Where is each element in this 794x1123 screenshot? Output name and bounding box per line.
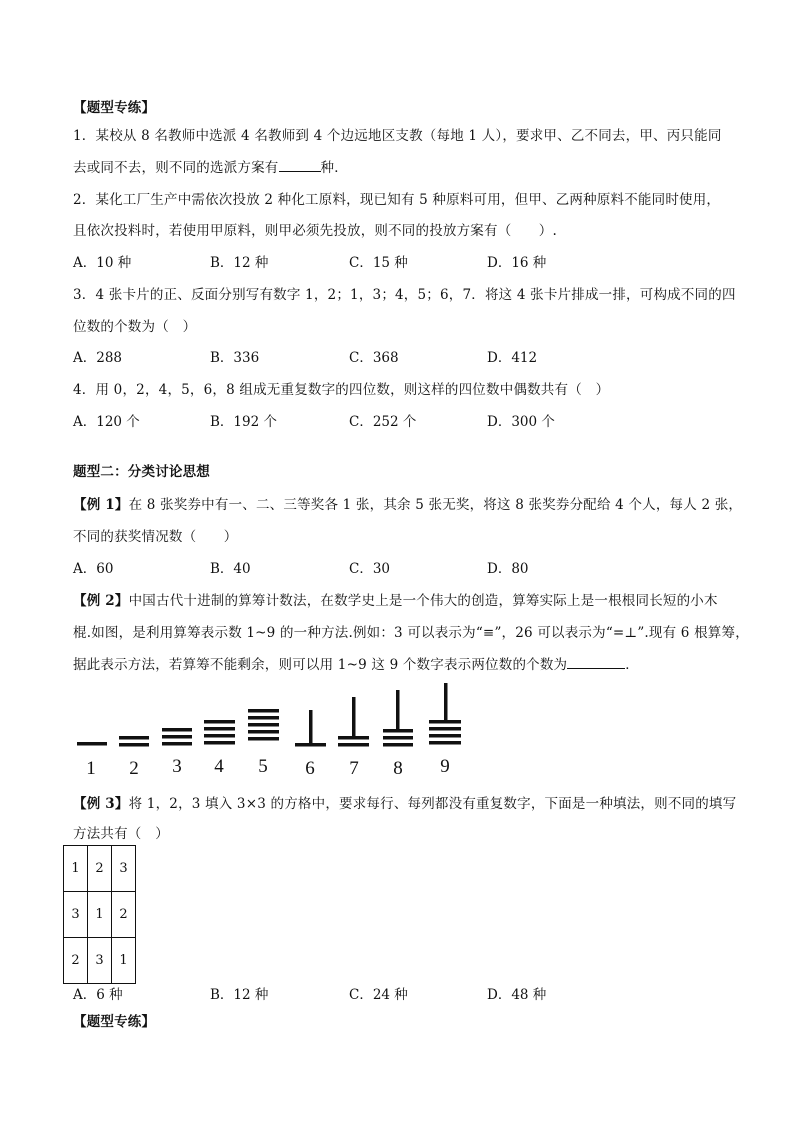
rod-horizontal bbox=[338, 736, 369, 740]
grid-cell: 1 bbox=[64, 846, 88, 892]
rod-horizontal bbox=[204, 727, 235, 731]
rod-vertical bbox=[396, 690, 400, 730]
counting-rods-figure bbox=[70, 680, 490, 780]
rod-vertical bbox=[309, 710, 313, 744]
problem-3-line-1: 3．4 张卡片的正、反面分别写有数字 1，2；1，3；4，5；6，7．将这 4 张卡片排成一排，可构成不同的四 bbox=[73, 287, 736, 303]
grid-cell: 3 bbox=[112, 846, 136, 892]
choice-c[interactable]: C．252 个 bbox=[349, 414, 417, 430]
grid-cell: 2 bbox=[88, 846, 112, 892]
rod-vertical bbox=[352, 697, 356, 737]
rod-horizontal bbox=[162, 742, 192, 746]
choice-b[interactable]: B．12 种 bbox=[210, 255, 269, 271]
answer-blank[interactable] bbox=[279, 158, 321, 172]
number-grid bbox=[63, 845, 136, 984]
rod-horizontal bbox=[429, 727, 461, 731]
choice-b[interactable]: B．12 种 bbox=[210, 987, 269, 1003]
rod-label: 1 bbox=[86, 758, 96, 779]
problem-4-line-1: 4．用 0，2，4，5，6，8 组成无重复数字的四位数，则这样的四位数中偶数共有（ ） bbox=[73, 382, 610, 398]
example-2-line-3 bbox=[73, 653, 639, 673]
rod-horizontal bbox=[295, 743, 326, 747]
example-2-line-2: 棍.如图，是利用算筹表示数 1~9 的一种方法.例如：3 可以表示为“≡”，26 可以表示为“=⊥”.现有 6 根算筹， bbox=[73, 625, 749, 641]
answer-blank[interactable] bbox=[567, 655, 625, 669]
choice-b[interactable]: B．336 bbox=[210, 350, 260, 366]
grid-row bbox=[64, 846, 136, 892]
choice-b[interactable]: B．40 bbox=[210, 561, 251, 577]
rod-horizontal bbox=[338, 743, 369, 747]
rod-horizontal bbox=[383, 729, 413, 733]
rod-horizontal bbox=[204, 734, 235, 738]
choice-a[interactable]: A．120 个 bbox=[73, 414, 140, 430]
example-1-text: 在 8 张奖券中有一、二、三等奖各 1 张，其余 5 张无奖，将这 8 张奖券分配给 4 个人，每人 2 张， bbox=[128, 497, 743, 513]
rod-label: 3 bbox=[172, 756, 182, 777]
choice-a[interactable]: A．10 种 bbox=[73, 255, 132, 271]
choice-d[interactable]: D．300 个 bbox=[487, 414, 555, 430]
example-3-tag: 【例 3】 bbox=[73, 796, 129, 812]
rod-label: 6 bbox=[305, 758, 315, 779]
problem-3-line-2: 位数的个数为（ ） bbox=[73, 319, 197, 335]
grid-cell: 3 bbox=[64, 892, 88, 938]
section-heading-type-2: 题型二：分类讨论思想 bbox=[73, 464, 210, 480]
choice-c[interactable]: C．15 种 bbox=[349, 255, 408, 271]
choice-a[interactable]: A．288 bbox=[73, 350, 123, 366]
rod-horizontal bbox=[383, 736, 413, 740]
problem-1-line-2 bbox=[73, 156, 348, 176]
rod-horizontal bbox=[204, 741, 235, 745]
grid-cell: 1 bbox=[112, 938, 136, 984]
section-heading-practice: 【题型专练】 bbox=[73, 1014, 156, 1030]
rod-label: 2 bbox=[129, 758, 139, 779]
example-2-suffix: ． bbox=[625, 657, 639, 673]
problem-1-text: 去或同不去，则不同的选派方案有 bbox=[73, 160, 279, 176]
example-2-text: 据此表示方法，若算筹不能剩余，则可以用 1~9 这 9 个数字表示两位数的个数为 bbox=[73, 657, 568, 673]
section-heading-practice: 【题型专练】 bbox=[73, 100, 156, 116]
example-3-text: 将 1，2，3 填入 3×3 的方格中，要求每行、每列都没有重复数字，下面是一种填法，则不同的填写 bbox=[128, 796, 737, 812]
example-1-line-1 bbox=[73, 493, 742, 513]
rod-horizontal bbox=[119, 736, 149, 740]
example-1-tag: 【例 1】 bbox=[73, 497, 129, 513]
grid-cell: 2 bbox=[112, 892, 136, 938]
choice-a[interactable]: A．60 bbox=[73, 561, 114, 577]
rod-horizontal bbox=[248, 723, 279, 727]
rod-label: 5 bbox=[258, 756, 268, 777]
rod-label: 7 bbox=[349, 758, 359, 779]
grid-row bbox=[64, 892, 136, 938]
grid-cell: 2 bbox=[64, 938, 88, 984]
rod-horizontal bbox=[429, 741, 461, 745]
grid-cell: 1 bbox=[88, 892, 112, 938]
choice-d[interactable]: D．48 种 bbox=[487, 987, 547, 1003]
choice-a[interactable]: A．6 种 bbox=[73, 987, 123, 1003]
rod-horizontal bbox=[429, 720, 461, 724]
choice-c[interactable]: C．24 种 bbox=[349, 987, 408, 1003]
problem-1-suffix: 种． bbox=[320, 160, 348, 176]
example-2-line-1 bbox=[73, 589, 718, 609]
rod-label: 8 bbox=[393, 758, 403, 779]
choice-c[interactable]: C．30 bbox=[349, 561, 391, 577]
rod-horizontal bbox=[162, 728, 192, 732]
rod-horizontal bbox=[162, 735, 192, 739]
choice-c[interactable]: C．368 bbox=[349, 350, 399, 366]
rod-horizontal bbox=[204, 720, 235, 724]
choice-d[interactable]: D．16 种 bbox=[487, 255, 547, 271]
example-1-line-2: 不同的获奖情况数（ ） bbox=[73, 529, 238, 545]
choice-b[interactable]: B．192 个 bbox=[210, 414, 277, 430]
rod-label: 4 bbox=[214, 756, 224, 777]
rod-horizontal bbox=[77, 742, 107, 746]
rod-horizontal bbox=[383, 743, 413, 747]
problem-2-line-2: 且依次投料时，若使用甲原料，则甲必须先投放，则不同的投放方案有（ ）. bbox=[73, 223, 557, 239]
choice-d[interactable]: D．80 bbox=[487, 561, 529, 577]
rod-horizontal bbox=[248, 716, 279, 720]
rod-horizontal bbox=[248, 730, 279, 734]
grid-row bbox=[64, 938, 136, 984]
problem-1-line-1: 1．某校从 8 名教师中选派 4 名教师到 4 个边远地区支教（每地 1 人），要求甲、乙不同去，甲、丙只能同 bbox=[73, 128, 722, 144]
example-3-line-1 bbox=[73, 792, 736, 812]
rod-label: 9 bbox=[440, 756, 450, 777]
rod-horizontal bbox=[248, 709, 279, 713]
example-2-text: 中国古代十进制的算筹计数法，在数学史上是一个伟大的创造，算筹实际上是一根根同长短的小木 bbox=[128, 593, 718, 609]
example-3-line-2: 方法共有（ ） bbox=[73, 826, 169, 842]
grid-cell: 3 bbox=[88, 938, 112, 984]
rod-horizontal bbox=[429, 734, 461, 738]
rod-horizontal bbox=[248, 737, 279, 741]
problem-2-line-1: 2．某化工厂生产中需依次投放 2 种化工原料，现已知有 5 种原料可用，但甲、乙两种原料不能同时使用， bbox=[73, 192, 721, 208]
rod-horizontal bbox=[119, 743, 149, 747]
example-2-tag: 【例 2】 bbox=[73, 593, 129, 609]
choice-d[interactable]: D．412 bbox=[487, 350, 538, 366]
rod-vertical bbox=[444, 683, 448, 721]
